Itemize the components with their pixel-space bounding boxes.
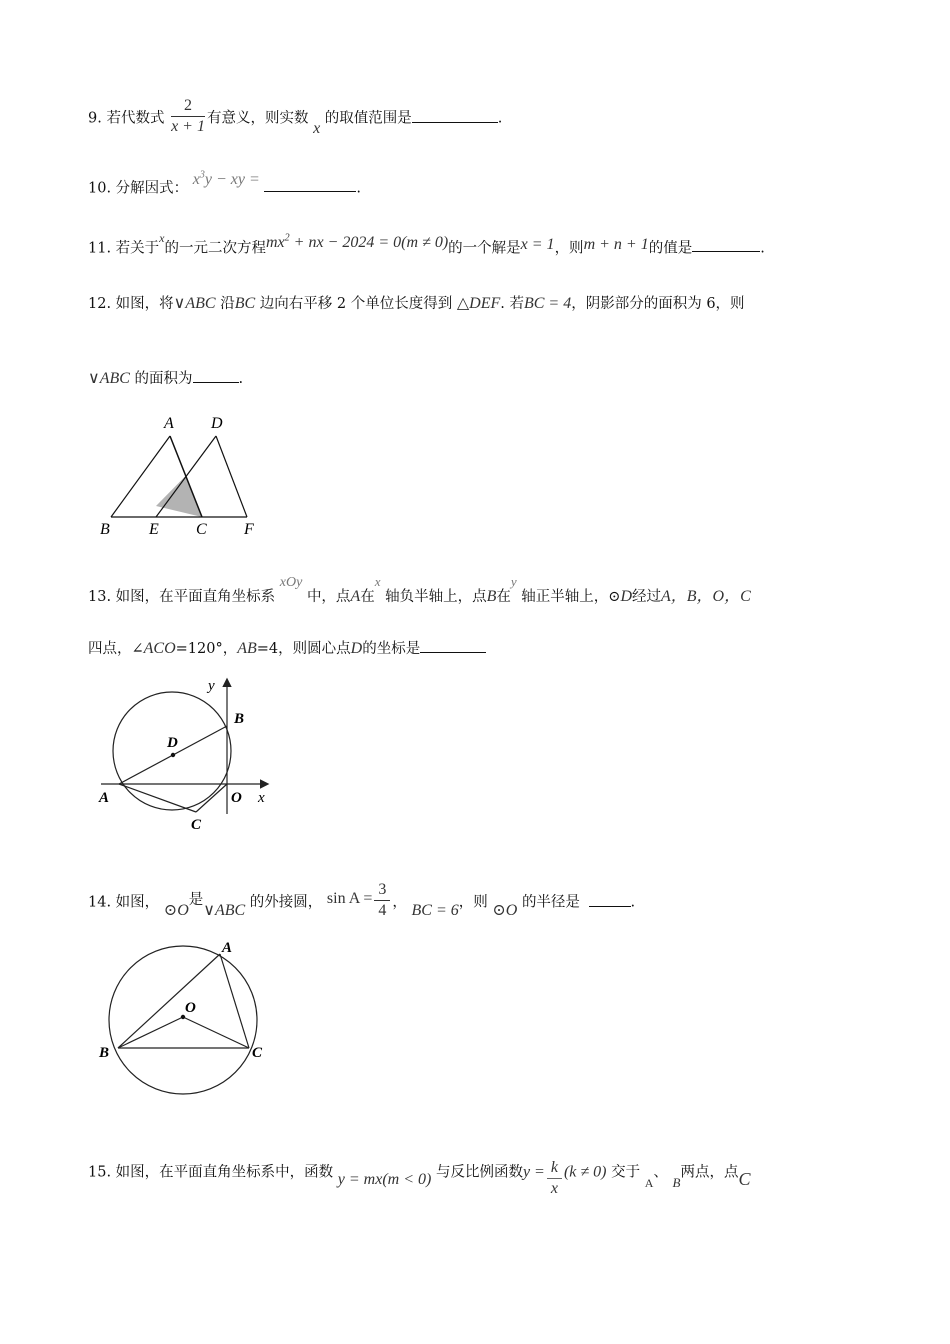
problem-number: 14. xyxy=(88,894,112,911)
math-point: D xyxy=(620,588,632,605)
problem-text: 分解因式： xyxy=(115,180,189,197)
problem-text: 沿 xyxy=(220,296,235,312)
problem-text: ，则 xyxy=(554,240,584,257)
math-triangle: ∨ABC xyxy=(88,370,130,387)
math-var: y xyxy=(510,574,517,589)
problem-10 xyxy=(88,170,362,198)
label-y: y xyxy=(208,678,215,694)
problem-13 xyxy=(88,574,751,608)
problem-text: 轴正半轴上，⊙ xyxy=(521,589,621,605)
label-C: C xyxy=(252,1045,263,1061)
figure-translated-triangles xyxy=(95,410,270,540)
problem-text: 的值是 xyxy=(648,240,693,257)
problem-text: 若关于 xyxy=(115,240,160,257)
label-D: D xyxy=(167,735,178,751)
problem-text: =120°， xyxy=(175,641,238,657)
problem-text: 的坐标是 xyxy=(362,641,421,657)
problem-text: 与反比例函数 xyxy=(435,1164,523,1181)
problem-number: 11. xyxy=(88,240,112,257)
problem-text: 如图，在平面直角坐标系中，函数 xyxy=(115,1164,334,1181)
math-triangle: △DEF xyxy=(456,295,501,312)
label-B: B xyxy=(234,711,245,727)
fraction: $\frac{2}{x + 1}$ xyxy=(171,97,205,135)
math-var: x xyxy=(159,231,165,246)
math-triangle: ∨ABC xyxy=(203,901,246,919)
math-expression: BC = 6 xyxy=(411,901,459,919)
answer-blank[interactable] xyxy=(589,892,631,907)
problem-text: 如图，将 xyxy=(115,296,174,312)
period: . xyxy=(356,180,362,197)
label-B: B xyxy=(100,521,110,538)
label-E: E xyxy=(149,521,159,538)
math-circle: ⊙O xyxy=(492,901,518,919)
fraction: $\frac{3}{4}$ xyxy=(374,880,390,921)
math-circle: ⊙O xyxy=(163,901,189,919)
problem-text: 若代数式 xyxy=(106,110,165,127)
problem-15: 15. 如图，在平面直角坐标系中，函数 y = mx(m < 0) 与反比例函数y = $\frac{k}{x}$ (k ≠ 0) 交于 $_A$、 B两点，点C xyxy=(88,1159,751,1197)
math-expression: sin A = xyxy=(326,889,373,907)
problem-text: 边向右平移 2 个单位长度得到 xyxy=(259,296,453,312)
label-O: O xyxy=(185,1000,196,1016)
center-point-D xyxy=(171,753,175,757)
answer-blank[interactable] xyxy=(193,368,239,383)
problem-number: 9. xyxy=(88,110,102,127)
math-expression: x = 1 xyxy=(520,236,555,254)
math-expression: BC = 4 xyxy=(523,295,572,312)
math-point: A xyxy=(644,1175,654,1190)
math-function: y = mx(m < 0) xyxy=(337,1170,432,1188)
math-triangle: ∨ABC xyxy=(173,295,216,312)
math-equation: $mx^2$ + nx − 2024 = 0(m ≠ 0) xyxy=(266,233,449,252)
problem-text: =4，则圆心点 xyxy=(256,641,351,657)
answer-blank[interactable] xyxy=(692,237,760,252)
problem-text: 在 xyxy=(360,589,375,605)
problem-text: 的外接圆， xyxy=(249,894,323,911)
problem-text: 中，点 xyxy=(306,589,351,605)
label-B: B xyxy=(99,1045,110,1061)
circle-D xyxy=(113,692,231,810)
label-A: A xyxy=(164,415,174,432)
problem-11 xyxy=(88,231,765,258)
problem-text: 的一元二次方程 xyxy=(164,240,266,257)
period: . xyxy=(497,110,503,127)
math-segment: AB xyxy=(237,640,257,657)
problem-text: 如图， xyxy=(115,894,160,911)
problem-text: 的面积为 xyxy=(134,371,193,387)
label-O: O xyxy=(231,790,242,806)
problem-12 xyxy=(88,294,745,314)
math-expression: $x^3y$ − xy = xyxy=(192,170,260,189)
math-points: A，B，O，C xyxy=(661,588,751,605)
problem-text: 四点，∠ xyxy=(88,641,144,657)
math-var: x xyxy=(374,574,381,589)
label-C: C xyxy=(196,521,207,538)
problem-text: 是 xyxy=(188,891,204,908)
problem-text: ，则 xyxy=(458,894,488,911)
problem-13-line2 xyxy=(88,638,486,659)
problem-text: . 若 xyxy=(500,296,524,312)
math-angle: ACO xyxy=(143,640,176,657)
problem-text: 的取值范围是 xyxy=(324,110,412,127)
problem-number: 10. xyxy=(88,180,112,197)
label-C: C xyxy=(191,817,202,833)
figure-circumcircle xyxy=(95,932,280,1097)
math-point: D xyxy=(350,640,363,657)
problem-text: ，阴影部分的面积为 6，则 xyxy=(571,296,745,312)
period: . xyxy=(630,894,636,911)
math-point: A xyxy=(350,588,361,605)
problem-14: 14. 如图， ⊙O是∨ABC 的外接圆， sin A = $\frac{3}{4}$ ， BC = 6，则 ⊙O 的半径是 . xyxy=(88,881,636,919)
math-segment: BC xyxy=(234,295,256,312)
math-coord: xOy xyxy=(279,575,303,590)
answer-blank[interactable] xyxy=(264,177,356,192)
label-F: F xyxy=(244,521,254,538)
shaded-region xyxy=(156,476,202,517)
math-point: C xyxy=(738,1168,751,1189)
problem-number: 15. xyxy=(88,1164,112,1181)
problem-9 xyxy=(88,98,502,139)
math-function: y = xyxy=(522,1163,545,1181)
problem-text: 两点，点 xyxy=(680,1164,739,1181)
label-x: x xyxy=(258,790,265,806)
problem-text: 的半径是 xyxy=(521,894,580,911)
math-point: B xyxy=(486,588,497,605)
problem-text: 的一个解是 xyxy=(448,240,521,257)
math-point: B xyxy=(672,1174,681,1190)
answer-blank[interactable] xyxy=(412,108,498,123)
problem-text: 在 xyxy=(496,589,511,605)
period: . xyxy=(760,240,765,257)
fraction: $\frac{k}{x}$ xyxy=(547,1158,562,1199)
problem-number: 13. xyxy=(88,589,112,605)
problem-12-line2 xyxy=(88,368,243,389)
problem-text: 经过 xyxy=(632,589,661,605)
math-condition: (k ≠ 0) xyxy=(563,1163,607,1181)
figure-coordinate-circle xyxy=(95,672,280,837)
label-D: D xyxy=(211,415,223,432)
label-A: A xyxy=(222,940,233,956)
circle-O xyxy=(109,946,257,1094)
problem-number: 12. xyxy=(88,296,112,312)
answer-blank[interactable] xyxy=(420,638,486,653)
label-A: A xyxy=(99,790,110,806)
problem-text: 轴负半轴上，点 xyxy=(385,589,487,605)
math-expression: m + n + 1 xyxy=(583,236,649,254)
math-var: x xyxy=(313,119,321,137)
problem-text: 如图，在平面直角坐标系 xyxy=(115,589,276,605)
problem-text: 有意义，则实数 xyxy=(206,110,309,127)
problem-text: 交于 xyxy=(611,1164,641,1181)
period: . xyxy=(238,371,244,387)
